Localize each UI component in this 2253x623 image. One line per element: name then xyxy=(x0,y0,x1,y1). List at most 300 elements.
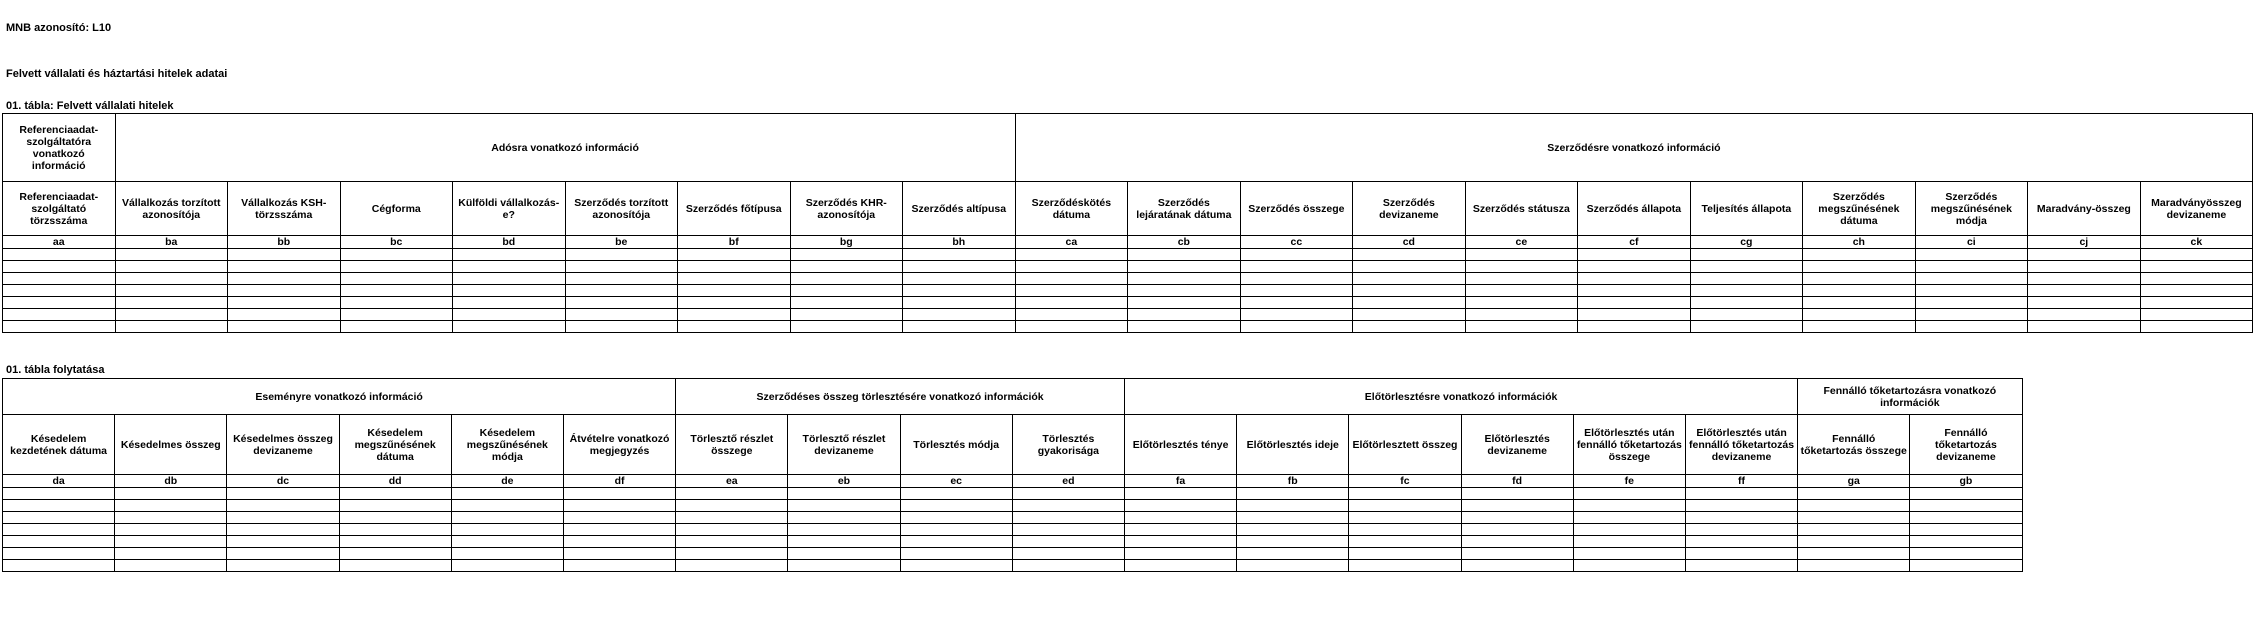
table-cell[interactable] xyxy=(1690,285,1803,297)
table-cell[interactable] xyxy=(340,285,453,297)
table-cell[interactable] xyxy=(2140,285,2253,297)
table-cell[interactable] xyxy=(1798,560,1910,572)
column-code-cell: fd xyxy=(1461,475,1573,488)
table-cell[interactable] xyxy=(339,488,451,500)
column-header-cell: Szerződés státusza xyxy=(1465,182,1578,236)
table-cell[interactable] xyxy=(1685,488,1797,500)
table-cell[interactable] xyxy=(2028,321,2141,333)
table-cell[interactable] xyxy=(790,297,903,309)
table-cell[interactable] xyxy=(3,285,116,297)
column-code-cell: bb xyxy=(228,236,341,249)
table-row xyxy=(3,536,2023,548)
table-cell[interactable] xyxy=(2140,321,2253,333)
table-cell[interactable] xyxy=(900,560,1012,572)
column-header-cell: Késedelmes összeg devizaneme xyxy=(227,415,339,475)
table-cell[interactable] xyxy=(1349,524,1461,536)
table-cell[interactable] xyxy=(900,536,1012,548)
table-cell[interactable] xyxy=(1910,560,2022,572)
table-cell[interactable] xyxy=(563,560,675,572)
column-code-cell: fc xyxy=(1349,475,1461,488)
table-cell[interactable] xyxy=(788,524,900,536)
table-cell[interactable] xyxy=(340,273,453,285)
table-cell[interactable] xyxy=(565,321,678,333)
table-cell[interactable] xyxy=(228,297,341,309)
table-cell[interactable] xyxy=(451,536,563,548)
table-cell[interactable] xyxy=(1349,548,1461,560)
table-cell[interactable] xyxy=(1353,261,1466,273)
column-header-cell: Fennálló tőketartozás devizaneme xyxy=(1910,415,2022,475)
table-cell[interactable] xyxy=(1353,309,1466,321)
column-code-cell: fe xyxy=(1573,475,1685,488)
table-cell[interactable] xyxy=(3,273,116,285)
table-cell[interactable] xyxy=(1465,321,1578,333)
table-cell[interactable] xyxy=(1798,548,1910,560)
table-cell[interactable] xyxy=(451,560,563,572)
table-cell[interactable] xyxy=(3,536,115,548)
document-title: Felvett vállalati és háztartási hitelek adatai xyxy=(6,68,228,80)
table-cell[interactable] xyxy=(1685,536,1797,548)
table-cell[interactable] xyxy=(2140,273,2253,285)
table-cell[interactable] xyxy=(1124,536,1236,548)
table-cell[interactable] xyxy=(1012,548,1124,560)
table-cell[interactable] xyxy=(1685,560,1797,572)
table-cell[interactable] xyxy=(451,500,563,512)
table-cell[interactable] xyxy=(903,309,1016,321)
table-cell[interactable] xyxy=(1124,512,1236,524)
table-cell[interactable] xyxy=(1803,249,1916,261)
table-cell[interactable] xyxy=(790,249,903,261)
table-cell[interactable] xyxy=(1803,285,1916,297)
table-cell[interactable] xyxy=(1803,309,1916,321)
table-cell[interactable] xyxy=(1915,321,2028,333)
table-cell[interactable] xyxy=(1798,524,1910,536)
table-cell[interactable] xyxy=(676,524,788,536)
table-cell[interactable] xyxy=(1128,273,1241,285)
table-cell[interactable] xyxy=(1124,500,1236,512)
column-header-cell: Referenciaadat-szolgáltató törzsszáma xyxy=(3,182,116,236)
table-cell[interactable] xyxy=(1465,249,1578,261)
table-cell[interactable] xyxy=(900,524,1012,536)
table-cell[interactable] xyxy=(453,297,566,309)
table-cell[interactable] xyxy=(1915,285,2028,297)
table-cell[interactable] xyxy=(1128,285,1241,297)
table-cell[interactable] xyxy=(1915,273,2028,285)
column-code-cell: de xyxy=(451,475,563,488)
table-cell[interactable] xyxy=(228,285,341,297)
table-cell[interactable] xyxy=(1910,488,2022,500)
table-cell[interactable] xyxy=(1349,560,1461,572)
table-cell[interactable] xyxy=(227,560,339,572)
table-cell[interactable] xyxy=(115,261,228,273)
table-cell[interactable] xyxy=(1465,285,1578,297)
table-cell[interactable] xyxy=(676,488,788,500)
group-header-cell: Fennálló tőketartozásra vonatkozó információk xyxy=(1798,379,2022,415)
column-code-cell: ci xyxy=(1915,236,2028,249)
column-header-cell: Előtörlesztés ténye xyxy=(1124,415,1236,475)
table-cell[interactable] xyxy=(565,297,678,309)
table-cell[interactable] xyxy=(563,536,675,548)
table-cell[interactable] xyxy=(1015,273,1128,285)
table-cell[interactable] xyxy=(1237,536,1349,548)
table-cell[interactable] xyxy=(453,309,566,321)
table-cell[interactable] xyxy=(115,321,228,333)
table-cell[interactable] xyxy=(3,321,116,333)
table-cell[interactable] xyxy=(1803,261,1916,273)
table-cell[interactable] xyxy=(1803,321,1916,333)
table-cell[interactable] xyxy=(1353,321,1466,333)
table-cell[interactable] xyxy=(1685,500,1797,512)
table-cell[interactable] xyxy=(1353,273,1466,285)
table-cell[interactable] xyxy=(565,261,678,273)
table-cell[interactable] xyxy=(1240,261,1353,273)
table-cell[interactable] xyxy=(676,500,788,512)
table-cell[interactable] xyxy=(339,548,451,560)
table-cell[interactable] xyxy=(1124,560,1236,572)
table-cell[interactable] xyxy=(1798,536,1910,548)
table-cell[interactable] xyxy=(228,309,341,321)
table-cell[interactable] xyxy=(1573,512,1685,524)
table-cell[interactable] xyxy=(115,309,228,321)
column-header-cell: Átvételre vonatkozó megjegyzés xyxy=(563,415,675,475)
table-cell[interactable] xyxy=(1240,321,1353,333)
table-cell[interactable] xyxy=(1578,297,1691,309)
table-cell[interactable] xyxy=(1237,524,1349,536)
table-cell[interactable] xyxy=(227,524,339,536)
table-cell[interactable] xyxy=(1573,548,1685,560)
table-cell[interactable] xyxy=(1240,309,1353,321)
table-cell[interactable] xyxy=(1015,261,1128,273)
table-cell[interactable] xyxy=(788,548,900,560)
table-cell[interactable] xyxy=(115,560,227,572)
table-cell[interactable] xyxy=(676,560,788,572)
table-cell[interactable] xyxy=(451,512,563,524)
table-cell[interactable] xyxy=(115,536,227,548)
table-cell[interactable] xyxy=(2028,249,2141,261)
table-cell[interactable] xyxy=(1012,560,1124,572)
table-cell[interactable] xyxy=(1690,297,1803,309)
table-cell[interactable] xyxy=(1353,297,1466,309)
table-cell[interactable] xyxy=(1578,261,1691,273)
table-cell[interactable] xyxy=(1690,273,1803,285)
table-cell[interactable] xyxy=(453,321,566,333)
table-cell[interactable] xyxy=(1353,249,1466,261)
table-cell[interactable] xyxy=(1685,524,1797,536)
column-code-cell: cj xyxy=(2028,236,2141,249)
table-cell[interactable] xyxy=(903,249,1016,261)
table-cell[interactable] xyxy=(115,500,227,512)
table-cell[interactable] xyxy=(228,321,341,333)
table-cell[interactable] xyxy=(1349,536,1461,548)
table-cell[interactable] xyxy=(1910,500,2022,512)
table-cell[interactable] xyxy=(340,309,453,321)
table-cell[interactable] xyxy=(1012,488,1124,500)
table-cell[interactable] xyxy=(678,249,791,261)
table-cell[interactable] xyxy=(1465,273,1578,285)
table-cell[interactable] xyxy=(565,309,678,321)
table-cell[interactable] xyxy=(1240,297,1353,309)
table-cell[interactable] xyxy=(1685,548,1797,560)
table-cell[interactable] xyxy=(1465,309,1578,321)
corporate-loans-table xyxy=(2,113,2253,333)
table-cell[interactable] xyxy=(1015,285,1128,297)
table-cell[interactable] xyxy=(900,488,1012,500)
table-cell[interactable] xyxy=(678,261,791,273)
table-cell[interactable] xyxy=(1465,297,1578,309)
table-cell[interactable] xyxy=(339,512,451,524)
table-cell[interactable] xyxy=(1461,488,1573,500)
table-cell[interactable] xyxy=(1798,488,1910,500)
column-code-cell: eb xyxy=(788,475,900,488)
column-header-cell: Szerződéskötés dátuma xyxy=(1015,182,1128,236)
table-cell[interactable] xyxy=(1237,560,1349,572)
table-cell[interactable] xyxy=(1128,309,1241,321)
table-cell[interactable] xyxy=(1573,536,1685,548)
table-cell[interactable] xyxy=(1910,548,2022,560)
table-cell[interactable] xyxy=(565,249,678,261)
table-cell[interactable] xyxy=(340,261,453,273)
table-cell[interactable] xyxy=(790,309,903,321)
column-code-cell: ec xyxy=(900,475,1012,488)
table-cell[interactable] xyxy=(115,524,227,536)
table-cell[interactable] xyxy=(900,548,1012,560)
table-cell[interactable] xyxy=(1803,273,1916,285)
table-cell[interactable] xyxy=(453,285,566,297)
table-cell[interactable] xyxy=(788,560,900,572)
table-cell[interactable] xyxy=(1461,548,1573,560)
table-cell[interactable] xyxy=(1690,261,1803,273)
table-cell[interactable] xyxy=(451,548,563,560)
group-header-cell: Szerződéses összeg törlesztésére vonatkozó információk xyxy=(676,379,1125,415)
table-cell[interactable] xyxy=(340,249,453,261)
table-cell[interactable] xyxy=(227,548,339,560)
table-row xyxy=(3,512,2023,524)
table-cell[interactable] xyxy=(115,512,227,524)
table-cell[interactable] xyxy=(1578,285,1691,297)
table-cell[interactable] xyxy=(228,249,341,261)
table-cell[interactable] xyxy=(228,261,341,273)
table-cell[interactable] xyxy=(1690,249,1803,261)
table-cell[interactable] xyxy=(3,524,115,536)
table-cell[interactable] xyxy=(1128,321,1241,333)
table-cell[interactable] xyxy=(1237,512,1349,524)
table-cell[interactable] xyxy=(1465,261,1578,273)
table-cell[interactable] xyxy=(1128,261,1241,273)
table-cell[interactable] xyxy=(339,536,451,548)
table-cell[interactable] xyxy=(1012,500,1124,512)
table-cell[interactable] xyxy=(903,273,1016,285)
table-cell[interactable] xyxy=(676,512,788,524)
table-cell[interactable] xyxy=(339,500,451,512)
table-cell[interactable] xyxy=(788,512,900,524)
table-cell[interactable] xyxy=(1240,249,1353,261)
table-cell[interactable] xyxy=(1798,512,1910,524)
table-cell[interactable] xyxy=(1349,488,1461,500)
table-cell[interactable] xyxy=(3,297,116,309)
table-cell[interactable] xyxy=(453,273,566,285)
table-cell[interactable] xyxy=(1798,500,1910,512)
table-cell[interactable] xyxy=(115,249,228,261)
table-cell[interactable] xyxy=(1690,321,1803,333)
table-cell[interactable] xyxy=(678,309,791,321)
table-cell[interactable] xyxy=(790,321,903,333)
table-cell[interactable] xyxy=(227,536,339,548)
table-cell[interactable] xyxy=(2028,297,2141,309)
column-code-cell: bd xyxy=(453,236,566,249)
table-cell[interactable] xyxy=(2140,297,2253,309)
table-cell[interactable] xyxy=(1015,297,1128,309)
table-row xyxy=(3,261,2253,273)
column-code-cell: cc xyxy=(1240,236,1353,249)
table-cell[interactable] xyxy=(451,488,563,500)
table-cell[interactable] xyxy=(790,273,903,285)
table-cell[interactable] xyxy=(1578,249,1691,261)
column-header-cell: Előtörlesztés után fennálló tőketartozás összege xyxy=(1573,415,1685,475)
table-cell[interactable] xyxy=(1128,249,1241,261)
table-cell[interactable] xyxy=(115,548,227,560)
table-cell[interactable] xyxy=(3,560,115,572)
table-cell[interactable] xyxy=(678,297,791,309)
table-cell[interactable] xyxy=(1349,500,1461,512)
table-cell[interactable] xyxy=(1910,512,2022,524)
table-cell[interactable] xyxy=(227,488,339,500)
table-cell[interactable] xyxy=(676,548,788,560)
table-cell[interactable] xyxy=(1128,297,1241,309)
table-cell[interactable] xyxy=(3,309,116,321)
table-cell[interactable] xyxy=(1910,536,2022,548)
table-cell[interactable] xyxy=(1012,524,1124,536)
column-header-cell: Szerződés devizaneme xyxy=(1353,182,1466,236)
table-cell[interactable] xyxy=(563,512,675,524)
table-cell[interactable] xyxy=(3,500,115,512)
table-cell[interactable] xyxy=(340,321,453,333)
table-cell[interactable] xyxy=(1461,560,1573,572)
corporate-loans-continuation-table xyxy=(2,378,2023,572)
table-cell[interactable] xyxy=(676,536,788,548)
table-cell[interactable] xyxy=(900,500,1012,512)
table-cell[interactable] xyxy=(790,285,903,297)
table-cell[interactable] xyxy=(1124,524,1236,536)
table-cell[interactable] xyxy=(1461,536,1573,548)
table-cell[interactable] xyxy=(1573,500,1685,512)
table-cell[interactable] xyxy=(3,488,115,500)
table-cell[interactable] xyxy=(678,321,791,333)
table-cell[interactable] xyxy=(678,285,791,297)
table-cell[interactable] xyxy=(1237,548,1349,560)
table-cell[interactable] xyxy=(3,548,115,560)
table-cell[interactable] xyxy=(228,273,341,285)
table-cell[interactable] xyxy=(339,560,451,572)
table-cell[interactable] xyxy=(1015,321,1128,333)
table-cell[interactable] xyxy=(1803,297,1916,309)
table-cell[interactable] xyxy=(2028,285,2141,297)
table-cell[interactable] xyxy=(1690,309,1803,321)
table-cell[interactable] xyxy=(1685,512,1797,524)
table-cell[interactable] xyxy=(903,285,1016,297)
table-cell[interactable] xyxy=(1349,512,1461,524)
table-cell[interactable] xyxy=(1353,285,1466,297)
table-cell[interactable] xyxy=(1915,309,2028,321)
table-cell[interactable] xyxy=(1461,524,1573,536)
table-cell[interactable] xyxy=(1915,261,2028,273)
table-cell[interactable] xyxy=(1124,488,1236,500)
table-cell[interactable] xyxy=(1573,560,1685,572)
table-cell[interactable] xyxy=(1915,249,2028,261)
table-cell[interactable] xyxy=(1015,309,1128,321)
column-code-cell: ca xyxy=(1015,236,1128,249)
table-cell[interactable] xyxy=(1240,273,1353,285)
table-cell[interactable] xyxy=(903,297,1016,309)
table-cell[interactable] xyxy=(2140,261,2253,273)
table-cell[interactable] xyxy=(453,249,566,261)
table-cell[interactable] xyxy=(3,261,116,273)
table-cell[interactable] xyxy=(1915,297,2028,309)
column-header-cell: Előtörlesztés után fennálló tőketartozás devizaneme xyxy=(1685,415,1797,475)
table-cell[interactable] xyxy=(1237,488,1349,500)
table-cell[interactable] xyxy=(340,297,453,309)
table-cell[interactable] xyxy=(115,488,227,500)
table-cell[interactable] xyxy=(1124,548,1236,560)
table-cell[interactable] xyxy=(563,500,675,512)
table-cell[interactable] xyxy=(2140,249,2253,261)
table-cell[interactable] xyxy=(115,297,228,309)
table-cell[interactable] xyxy=(1573,488,1685,500)
table-cell[interactable] xyxy=(565,273,678,285)
column-code-cell: cg xyxy=(1690,236,1803,249)
table-cell[interactable] xyxy=(1578,309,1691,321)
table-cell[interactable] xyxy=(1573,524,1685,536)
table-cell[interactable] xyxy=(678,273,791,285)
table-cell[interactable] xyxy=(2028,261,2141,273)
table-row xyxy=(3,548,2023,560)
table-cell[interactable] xyxy=(115,285,228,297)
table-cell[interactable] xyxy=(1461,500,1573,512)
table-cell[interactable] xyxy=(2140,309,2253,321)
table-cell[interactable] xyxy=(115,273,228,285)
table-cell[interactable] xyxy=(453,261,566,273)
table-cell[interactable] xyxy=(1910,524,2022,536)
table-cell[interactable] xyxy=(1578,273,1691,285)
table-cell[interactable] xyxy=(903,321,1016,333)
table-cell[interactable] xyxy=(1015,249,1128,261)
table-cell[interactable] xyxy=(1461,512,1573,524)
table-cell[interactable] xyxy=(790,261,903,273)
table-cell[interactable] xyxy=(903,261,1016,273)
table-cell[interactable] xyxy=(563,488,675,500)
table-row xyxy=(3,285,2253,297)
table-cell[interactable] xyxy=(565,285,678,297)
table-cell[interactable] xyxy=(788,488,900,500)
table-cell[interactable] xyxy=(451,524,563,536)
table-cell[interactable] xyxy=(2028,273,2141,285)
table-cell[interactable] xyxy=(3,249,116,261)
table-cell[interactable] xyxy=(1012,512,1124,524)
table-cell[interactable] xyxy=(563,548,675,560)
table-cell[interactable] xyxy=(788,536,900,548)
table-cell[interactable] xyxy=(227,500,339,512)
table-cell[interactable] xyxy=(1012,536,1124,548)
table-cell[interactable] xyxy=(227,512,339,524)
table-cell[interactable] xyxy=(1578,321,1691,333)
table-cell[interactable] xyxy=(1237,500,1349,512)
table-cell[interactable] xyxy=(339,524,451,536)
table-cell[interactable] xyxy=(3,512,115,524)
table-cell[interactable] xyxy=(788,500,900,512)
table-cell[interactable] xyxy=(1240,285,1353,297)
table-cell[interactable] xyxy=(563,524,675,536)
column-header-row xyxy=(3,415,2023,475)
table-cell[interactable] xyxy=(2028,309,2141,321)
table-cell[interactable] xyxy=(900,512,1012,524)
